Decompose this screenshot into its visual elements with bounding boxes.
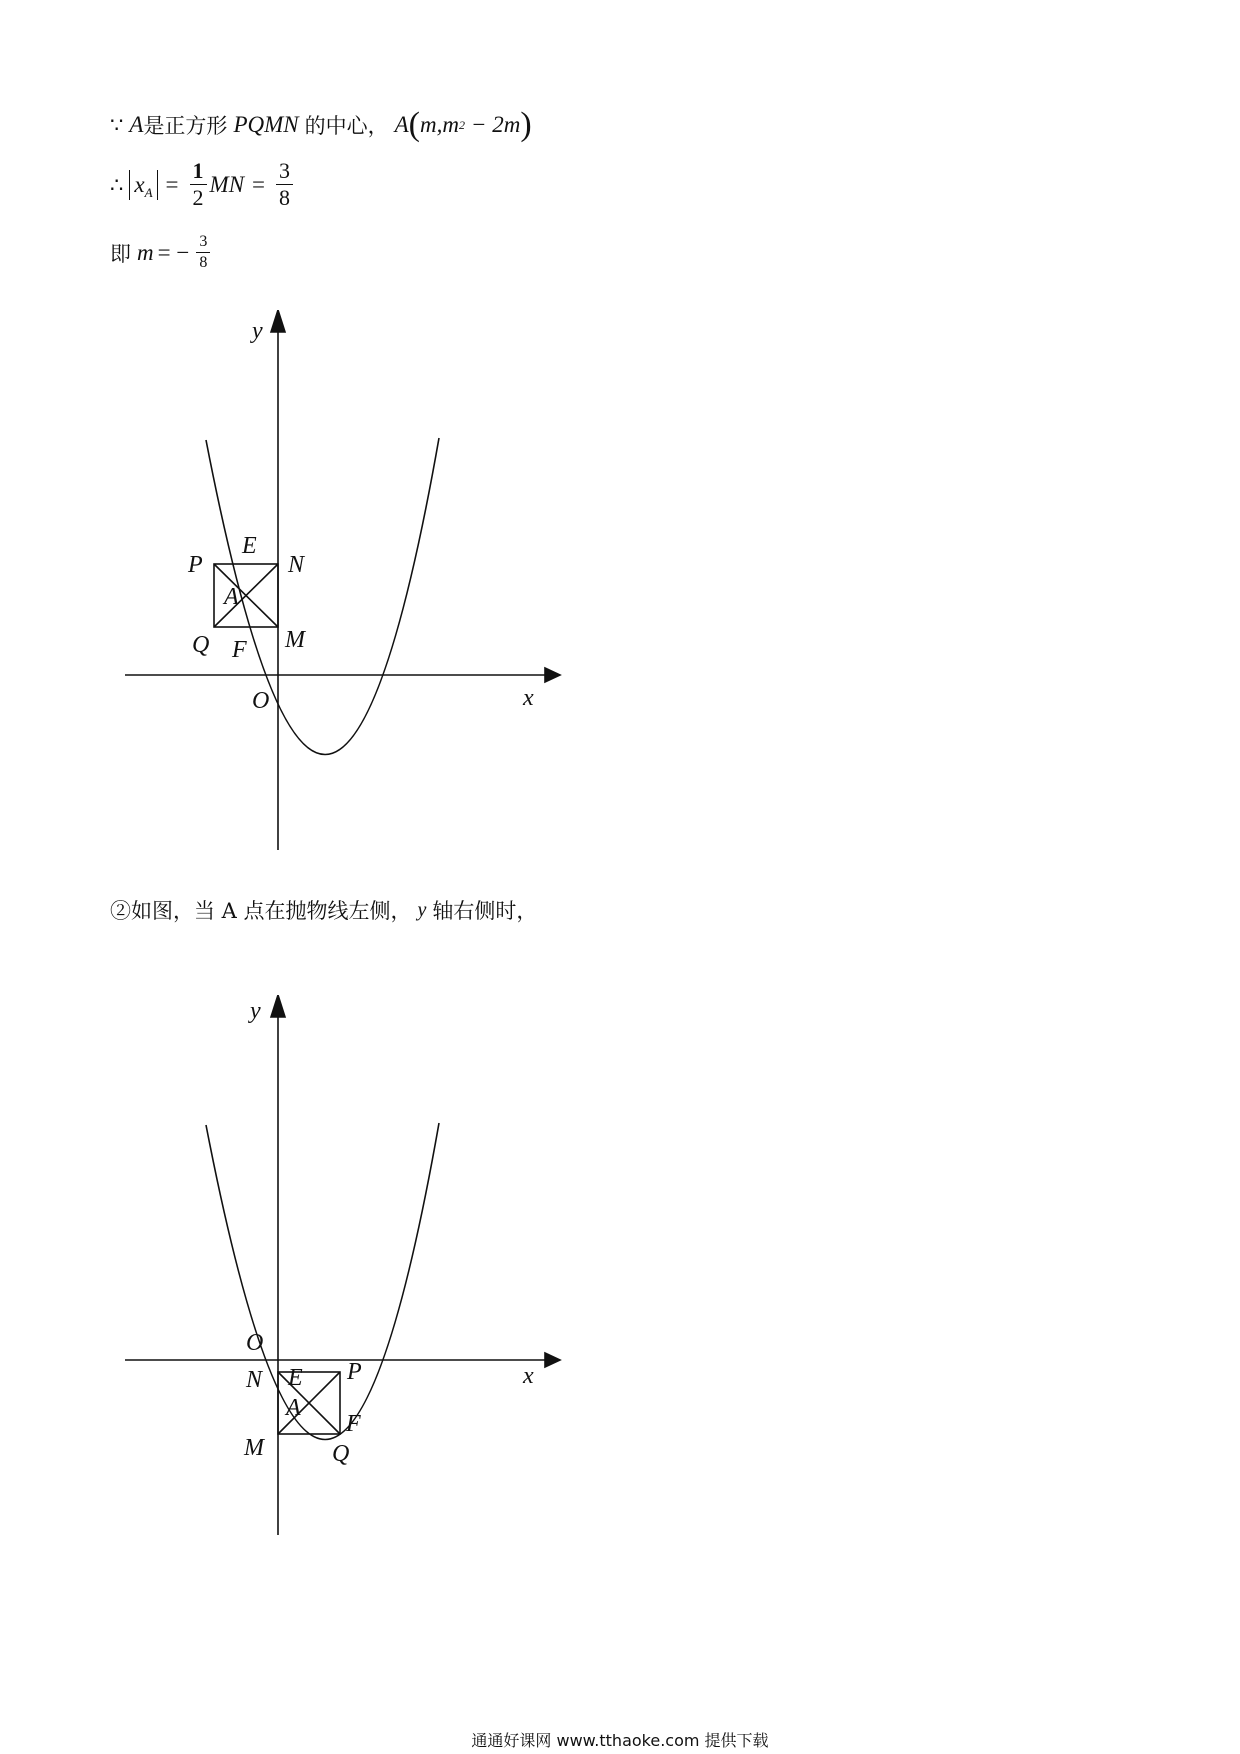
coord-minus-2m: − 2m	[471, 112, 521, 137]
segment-MN: MN	[209, 171, 245, 197]
figure-2-svg	[100, 995, 570, 1555]
label-F: F	[346, 1411, 361, 1437]
caption-2	[110, 895, 537, 925]
equals-minus: = −	[157, 239, 190, 265]
statement-text: 是正方形	[143, 114, 228, 138]
label-x: x	[523, 1363, 534, 1389]
coord-m: m	[420, 112, 437, 137]
therefore-symbol: ∴	[110, 172, 124, 197]
coord-point-name: A	[394, 112, 409, 137]
label-Q: Q	[192, 632, 210, 658]
square-name: PQMN	[233, 112, 299, 137]
absolute-value	[129, 170, 157, 200]
coord-comma: ,	[436, 112, 443, 137]
because-symbol: ∵	[110, 113, 124, 137]
x-axis-arrow	[545, 1353, 560, 1367]
x-axis-arrow	[545, 668, 560, 682]
fraction-one-half: $\frac{1}{2}$	[190, 160, 207, 209]
caption-2-text-2: 轴右侧时，	[432, 899, 538, 923]
label-A: A	[286, 1395, 301, 1421]
label-O: O	[246, 1330, 264, 1356]
statement-line-1: ∵ A 是正方形 PQMN 的中心， A ( m , m 2 − 2m )	[110, 106, 532, 143]
label-P: P	[347, 1359, 362, 1385]
x-var: x	[134, 171, 145, 197]
y-axis-arrow	[271, 995, 285, 1017]
label-y: y	[252, 318, 263, 344]
label-P: P	[188, 552, 203, 578]
label-N: N	[246, 1367, 263, 1393]
label-E: E	[288, 1365, 303, 1391]
exponent: 2	[459, 117, 465, 132]
label-F: F	[232, 637, 247, 663]
statement-line-2	[110, 160, 296, 209]
caption-2-text-1: ②如图，当 A 点在抛物线左侧，	[110, 899, 412, 923]
y-axis-arrow	[271, 310, 285, 332]
label-N: N	[288, 552, 305, 578]
label-x: x	[523, 685, 534, 711]
x-subscript: A	[144, 184, 153, 200]
coord-m-squared: m	[442, 112, 459, 137]
label-M: M	[285, 627, 305, 653]
parabola	[206, 1123, 439, 1440]
parabola	[206, 438, 439, 755]
label-A: A	[224, 584, 239, 610]
figure-1	[100, 310, 570, 874]
m-var: m	[137, 239, 154, 265]
label-M: M	[244, 1435, 264, 1461]
statement-line-3	[110, 234, 213, 271]
label-O: O	[252, 688, 270, 714]
equals-1: =	[165, 171, 179, 197]
ji-text: 即	[110, 241, 131, 266]
caption-2-y: y	[417, 898, 427, 921]
figure-1-svg	[100, 310, 570, 870]
fraction-three-eighths: $\frac{3}{8}$	[276, 160, 293, 209]
point-A-label: A	[129, 112, 144, 137]
equals-2: =	[252, 171, 266, 197]
figure-2	[100, 995, 570, 1559]
page-footer: 通通好课网 www.tthaoke.com 提供下载	[471, 1731, 769, 1750]
label-y: y	[250, 998, 261, 1024]
fraction-neg-three-eighths: $\frac{3}{8}$	[196, 234, 210, 271]
label-E: E	[242, 533, 257, 559]
statement-text-2: 的中心，	[304, 114, 389, 138]
label-Q: Q	[332, 1441, 350, 1467]
